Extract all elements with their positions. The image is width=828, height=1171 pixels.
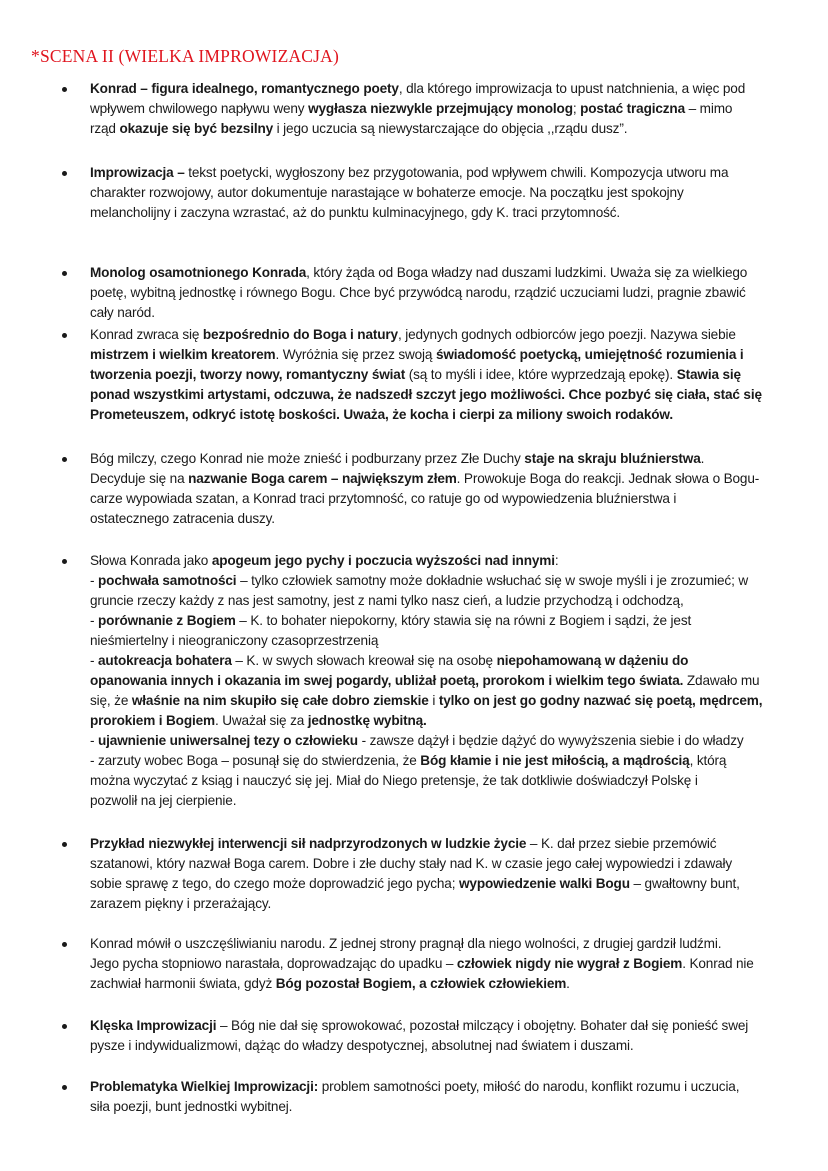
bold-run: nazwanie Boga carem – największym złem <box>188 471 457 486</box>
text-line <box>90 79 802 99</box>
text-run: Bóg milczy, czego Konrad nie może znieść i podburzany przez Złe Duchy <box>90 451 525 466</box>
text-run: . Uważał się za <box>214 713 308 728</box>
text-run: ostatecznego zatracenia duszy. <box>90 511 275 526</box>
text-line <box>90 283 802 303</box>
text-run: - <box>90 573 99 588</box>
text-run: . <box>566 976 570 991</box>
text-run: melancholijny i zaczyna wzrastać, aż do punktu kulminacyjnego, gdy K. traci przytomność. <box>90 205 621 220</box>
text-line <box>90 631 802 651</box>
text-run: , który żąda od Boga władzy nad duszami ludzkimi. Uważa się za wielkiego <box>306 265 748 280</box>
bold-run: bezpośrednio do Boga i natury <box>202 327 398 342</box>
text-run: , dla którego improwizacja to upust natchnienia, a więc pod <box>398 81 746 96</box>
text-run: - zarzuty wobec Boga – posunął się do stwierdzenia, że <box>90 753 421 768</box>
text-run: - zawsze dążył i będzie dążyć do wywyższenia siebie i do władzy <box>357 733 744 748</box>
text-run: Jego pycha stopniowo narastała, doprowadzając do upadku – <box>90 956 457 971</box>
text-run: . <box>700 451 705 466</box>
bullet-icon <box>62 457 67 462</box>
bullet-icon <box>62 842 67 847</box>
text-line <box>90 489 802 509</box>
bullet-icon <box>62 1024 67 1029</box>
text-run: ; <box>572 101 581 116</box>
bold-run: Stawia się <box>676 367 741 382</box>
text-run: - <box>90 653 99 668</box>
bold-run: człowiek nigdy nie wygrał z Bogiem <box>456 956 683 971</box>
text-line <box>90 365 802 385</box>
bold-run: Bóg pozostał Bogiem, a człowiek człowiekiem <box>275 976 567 991</box>
text-run: i jego uczucia są niewystarczające do objęcia ,,rządu dusz”. <box>273 121 628 136</box>
bullet-text <box>90 449 802 529</box>
bold-run: opanowania innych i okazania im swej pogardy, ubliżał poetą, prorokom i wielkim tego świata. <box>90 673 684 688</box>
text-run: Konrad zwraca się <box>90 327 203 342</box>
text-run: . Prowokuje Boga do reakcji. Jednak słowa o Bogu- <box>456 471 760 486</box>
bold-run: autokreacja bohatera <box>98 653 232 668</box>
bold-run: wypowiedzenie walki Bogu <box>458 876 630 891</box>
text-run: szatanowi, który nazwał Boga carem. Dobre i złe duchy stały nad K. w czasie jego całej wypowiedzi i zdawały <box>90 856 733 871</box>
bold-run: Konrad – figura idealnego, romantycznego poety <box>90 81 399 96</box>
text-run: – K. dał przez siebie przemówić <box>526 836 717 851</box>
bold-run: mistrzem i wielkim kreatorem <box>90 347 276 362</box>
bold-run: apogeum jego pychy i poczucia wyższości nad innymi <box>211 553 555 568</box>
page-title: *SCENA II (WIELKA IMPROWIZACJA) <box>31 46 340 66</box>
text-line <box>90 163 802 183</box>
bold-run: świadomość poetycką, umiejętność rozumienia i <box>435 347 744 362</box>
text-run: . Konrad nie <box>682 956 754 971</box>
text-line <box>90 571 802 591</box>
bullet-icon <box>62 1085 67 1090</box>
bold-run: Przykład niezwykłej interwencji sił nadprzyrodzonych w ludzkie życie <box>90 836 527 851</box>
text-line <box>90 469 802 489</box>
text-run: Zdawało mu <box>683 673 760 688</box>
text-run: problem samotności poety, miłość do narodu, konflikt rozumu i uczucia, <box>318 1079 740 1094</box>
bold-run: staje na skraju bluźnierstwa <box>524 451 701 466</box>
text-run: sobie sprawę z tego, do czego może doprowadzić jego pycha; <box>90 876 459 891</box>
text-line <box>90 1077 802 1097</box>
bold-run: wygłasza niezwykle przejmujący monolog <box>308 101 573 116</box>
text-run: , którą <box>689 753 727 768</box>
bold-run: okazuje się być bezsilny <box>119 121 274 136</box>
text-line <box>90 119 802 139</box>
bullet-icon <box>62 87 67 92</box>
text-line <box>90 325 802 345</box>
bullet-text <box>90 325 802 425</box>
bold-run: Prometeuszem, odkryć istotę boskości. Uważa, że kocha i cierpi za miliony swoich rodaków. <box>90 407 673 422</box>
text-run: można wyczytać z ksiąg i nauczyć się jej. Miał do Niego pretensje, że tak dotkliwie doświadczył Polskę i <box>90 773 698 788</box>
bold-run: Problematyka Wielkiej Improwizacji: <box>90 1079 319 1094</box>
bold-run: prorokiem i Bogiem <box>90 713 215 728</box>
text-line <box>90 894 802 914</box>
text-run: rząd <box>90 121 120 136</box>
text-run: się, że <box>90 693 132 708</box>
bullet-text <box>90 79 802 139</box>
text-line <box>90 691 802 711</box>
text-run: – gwałtowny bunt, <box>629 876 740 891</box>
text-run: . Wyróżnia się przez swoją <box>275 347 436 362</box>
text-run: - <box>90 613 99 628</box>
text-line <box>90 731 802 751</box>
text-run: : <box>554 553 559 568</box>
bold-run: Klęska Improwizacji <box>90 1018 217 1033</box>
text-run: carze wypowiada szatan, a Konrad traci przytomność, co ratuje go od wypowiedzenia bluźnierstwa i <box>90 491 677 506</box>
bold-run: tworzenia poezji, tworzy nowy, romantyczny świat <box>90 367 406 382</box>
bold-run: postać tragiczna <box>580 101 685 116</box>
text-line <box>90 791 802 811</box>
text-line <box>90 303 802 323</box>
bullet-text <box>90 1016 802 1056</box>
text-run: wpływem chwilowego napływu weny <box>90 101 309 116</box>
text-line <box>90 1016 802 1036</box>
bullet-text <box>90 551 802 811</box>
text-run: (są to myśli i idee, które wyprzedzają epokę). <box>405 367 677 382</box>
bullet-icon <box>62 942 67 947</box>
text-line <box>90 99 802 119</box>
text-line <box>90 954 802 974</box>
bold-run: tylko on jest go godny nazwać się poetą, mędrcem, <box>438 693 763 708</box>
text-run: tekst poetycki, wygłoszony bez przygotowania, pod wpływem chwili. Kompozycja utworu ma <box>184 165 729 180</box>
text-line <box>90 854 802 874</box>
text-run: Konrad mówił o uszczęśliwianiu narodu. Z jednej strony pragnął dla niego wolności, z drugiej gardził ludźmi. <box>90 936 722 951</box>
text-line <box>90 671 802 691</box>
text-line <box>90 611 802 631</box>
text-run: siła poezji, bunt jednostki wybitnej. <box>90 1099 293 1114</box>
text-run: – K. to bohater niepokorny, który stawia się na równi z Bogiem i sądzi, że jest <box>235 613 692 628</box>
bullet-icon <box>62 333 67 338</box>
text-line <box>90 591 802 611</box>
text-line <box>90 183 802 203</box>
text-line <box>90 1097 802 1117</box>
bold-run: niepohamowaną w dążeniu do <box>496 653 689 668</box>
bullet-text <box>90 934 802 994</box>
bullet-icon <box>62 171 67 176</box>
text-run: – Bóg nie dał się sprowokować, pozostał milczący i obojętny. Bohater dał się ponieść swej <box>216 1018 749 1033</box>
text-line <box>90 934 802 954</box>
text-run: – tylko człowiek samotny może dokładnie wsłuchać się w swoje myśli i je zrozumieć; w <box>236 573 748 588</box>
bold-run: ujawnienie uniwersalnej tezy o człowieku <box>98 733 358 748</box>
text-line <box>90 405 802 425</box>
bold-run: właśnie na nim skupiło się całe dobro ziemskie <box>131 693 429 708</box>
text-run: charakter rozwojowy, autor dokumentuje narastające w bohaterze emocje. Na początku jest spokojny <box>90 185 684 200</box>
text-line <box>90 551 802 571</box>
bold-run: Improwizacja – <box>90 165 185 180</box>
text-line <box>90 345 802 365</box>
bold-run: jednostkę wybitną. <box>307 713 427 728</box>
text-line <box>90 651 802 671</box>
text-line <box>90 449 802 469</box>
bold-run: porównanie z Bogiem <box>98 613 236 628</box>
bold-run: ponad wszystkimi artystami, odczuwa, że nadszedł szczyt jego możliwości. Chce pozbyć się ciała, stać się <box>90 387 762 402</box>
text-line <box>90 751 802 771</box>
text-run: - <box>90 733 99 748</box>
text-run: nieśmiertelny i nieograniczony czasoprzestrzenią <box>90 633 379 648</box>
text-run: – mimo <box>684 101 733 116</box>
bold-run: pochwała samotności <box>98 573 237 588</box>
text-line <box>90 263 802 283</box>
text-run: gruncie rzeczy każdy z nas jest samotny, jest z nami tylko nasz cień, a ludzie przychodzą i odchodzą, <box>90 593 684 608</box>
text-line <box>90 974 802 994</box>
text-run: Decyduje się na <box>90 471 189 486</box>
bold-run: Monolog osamotnionego Konrada <box>90 265 307 280</box>
bullet-icon <box>62 559 67 564</box>
text-line <box>90 874 802 894</box>
text-line <box>90 385 802 405</box>
bullet-text <box>90 263 802 323</box>
text-line <box>90 509 802 529</box>
text-run: Słowa Konrada jako <box>90 553 212 568</box>
bold-run: Bóg kłamie i nie jest miłością, a mądrością <box>420 753 690 768</box>
text-run: pysze i indywidualizmowi, dążąc do władzy despotycznej, absolutnej nad światem i duszami. <box>90 1038 634 1053</box>
text-run: cały naród. <box>90 305 155 320</box>
bullet-text <box>90 834 802 914</box>
text-run: pozwolił na jej cierpienie. <box>90 793 237 808</box>
text-run: , jedynych godnych odbiorców jego poezji. Nazywa siebie <box>397 327 736 342</box>
text-line <box>90 1036 802 1056</box>
bullet-text <box>90 163 802 223</box>
text-run: poetę, wybitną jednostkę i równego Bogu. Chce być przywódcą narodu, rządzić uczuciami ludzi, pragnie zbawić <box>90 285 746 300</box>
text-line <box>90 834 802 854</box>
text-line <box>90 203 802 223</box>
text-line <box>90 771 802 791</box>
bullet-text <box>90 1077 802 1117</box>
bullet-icon <box>62 271 67 276</box>
text-run: zachwiał harmonii świata, gdyż <box>90 976 276 991</box>
text-line <box>90 711 802 731</box>
text-run: – K. w swych słowach kreował się na osobę <box>231 653 497 668</box>
text-run: i <box>428 693 439 708</box>
text-run: zarazem piękny i przerażający. <box>90 896 272 911</box>
